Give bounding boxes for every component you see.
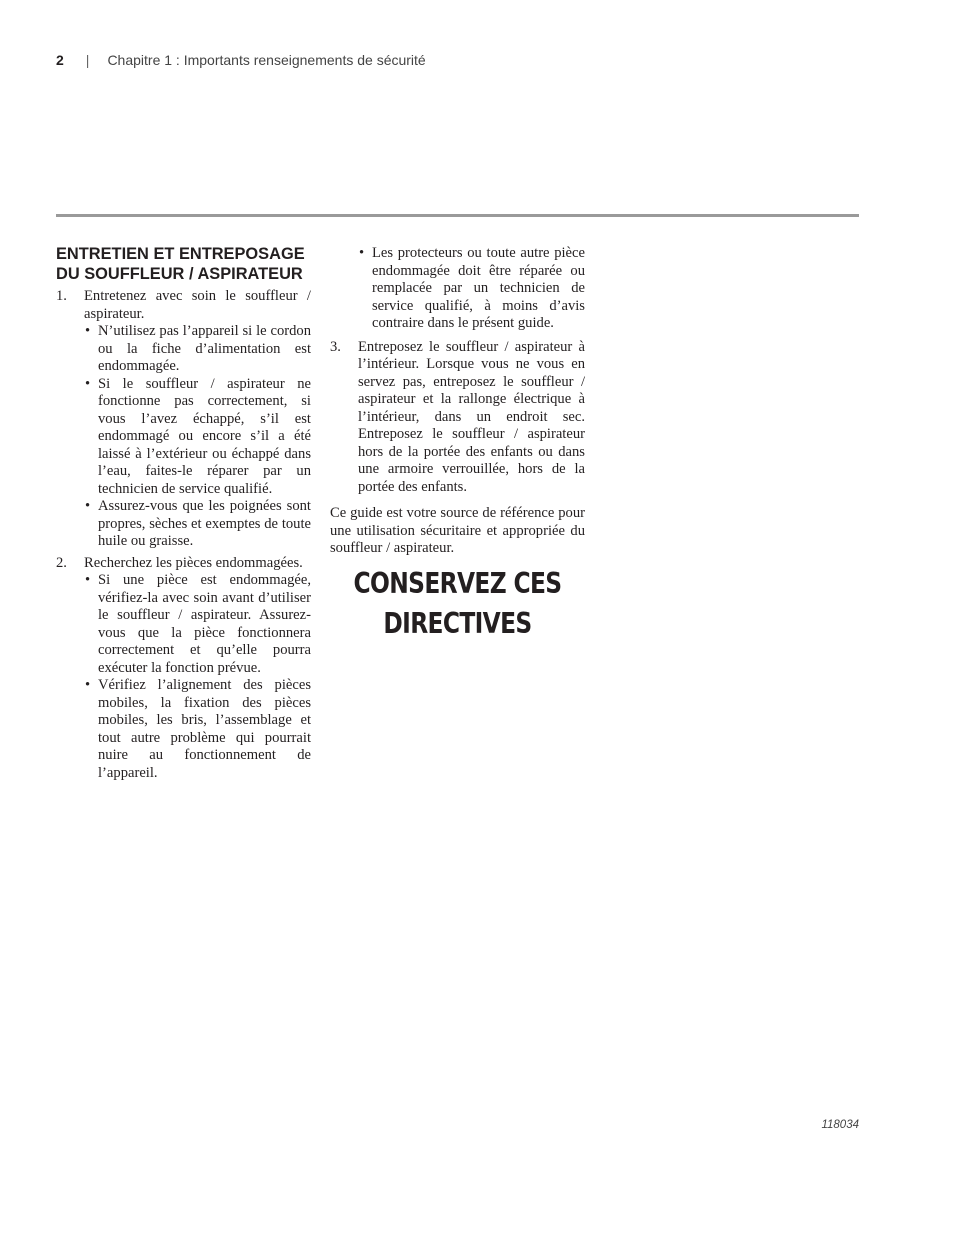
bullet-text: Assurez-vous que les poignées sont propres, sèches et exemptes de toute huile ou graisse. bbox=[98, 498, 311, 549]
item-text: Entretenez avec soin le souffleur / aspirateur. bbox=[84, 288, 311, 322]
item-number: 2. bbox=[56, 554, 67, 571]
save-instructions-title bbox=[353, 564, 562, 644]
horizontal-rule bbox=[56, 214, 859, 217]
item-number: 3. bbox=[330, 338, 341, 355]
bullet-list bbox=[84, 323, 311, 551]
item-number: 1. bbox=[56, 288, 67, 304]
bullet-list bbox=[84, 572, 311, 782]
bullet-item bbox=[84, 323, 311, 376]
left-column bbox=[56, 244, 311, 782]
title-line: DIRECTIVES bbox=[383, 606, 532, 640]
numbered-item-2 bbox=[56, 555, 311, 783]
section-heading: ENTRETIEN ET ENTREPOSAGE DU SOUFFLEUR / ASPIRATEUR bbox=[56, 245, 305, 283]
chapter-title: Chapitre 1 : Importants renseignements de sécurité bbox=[107, 52, 426, 68]
bullet-icon: • bbox=[85, 323, 91, 339]
bullet-icon: • bbox=[85, 498, 91, 514]
bullet-item bbox=[358, 245, 585, 333]
page-header bbox=[56, 52, 426, 68]
bullet-icon: • bbox=[85, 677, 91, 693]
bullet-text: Les protecteurs ou toute autre pièce endommagée doit être réparée ou remplacée par un technicien de service qualifié, à moins d’avis contraire dans le présent guide. bbox=[372, 245, 585, 331]
closing-paragraph: Ce guide est votre source de référence pour une utilisation sécuritaire et appropriée du souffleur / aspirateur. bbox=[330, 505, 585, 556]
header-separator: | bbox=[85, 52, 90, 68]
bullet-icon: • bbox=[85, 572, 91, 588]
bullet-list-continued bbox=[330, 245, 585, 333]
bullet-item bbox=[84, 376, 311, 499]
bullet-icon: • bbox=[359, 245, 365, 261]
bullet-icon: • bbox=[85, 375, 91, 392]
bullet-text: N’utilisez pas l’appareil si le cordon ou la fiche d’alimentation est endommagée. bbox=[98, 323, 311, 374]
item-text: Entreposez le souffleur / aspirateur à l’intérieur. Lorsque vous ne vous en servez pas, entreposez le souffleur / aspirateur et la rallonge électrique à l’intérieur, dans un endroit sec. Entreposez le souffleur / aspirateur hors de la portée des enfants ou dans une armoire verrouillée, hors de la portée des enfants. bbox=[358, 338, 585, 495]
bullet-item bbox=[84, 498, 311, 551]
page-number: 2 bbox=[56, 52, 64, 68]
item-text: Recherchez les pièces endommagées. bbox=[84, 554, 303, 571]
bullet-text: Si une pièce est endommagée, vérifiez-la avec soin avant d’utiliser le souffleur / aspirateur. Assurez-vous que la pièce fonctionnera correctement et qu’elle pourra exécuter la fonction prévue. bbox=[98, 572, 311, 676]
bullet-item bbox=[84, 677, 311, 782]
bullet-text: Si le souffleur / aspirateur ne fonctionne pas correctement, si vous l’avez échappé, s’il est endommagé ou encore s’il a été laissé à l’extérieur ou échappé dans l’eau, faites-le réparer par un technicien de service qualifié. bbox=[98, 375, 311, 497]
right-column bbox=[330, 245, 585, 644]
bullet-item bbox=[84, 572, 311, 677]
document-number: 118034 bbox=[821, 1119, 859, 1131]
numbered-item-1 bbox=[56, 288, 311, 551]
title-line: CONSERVEZ CES bbox=[353, 566, 562, 600]
bullet-text: Vérifiez l’alignement des pièces mobiles, la fixation des pièces mobiles, les bris, l’assemblage et tout autre problème qui pourrait nuire au fonctionnement de l’appareil. bbox=[98, 677, 311, 781]
numbered-item-3 bbox=[330, 339, 585, 497]
